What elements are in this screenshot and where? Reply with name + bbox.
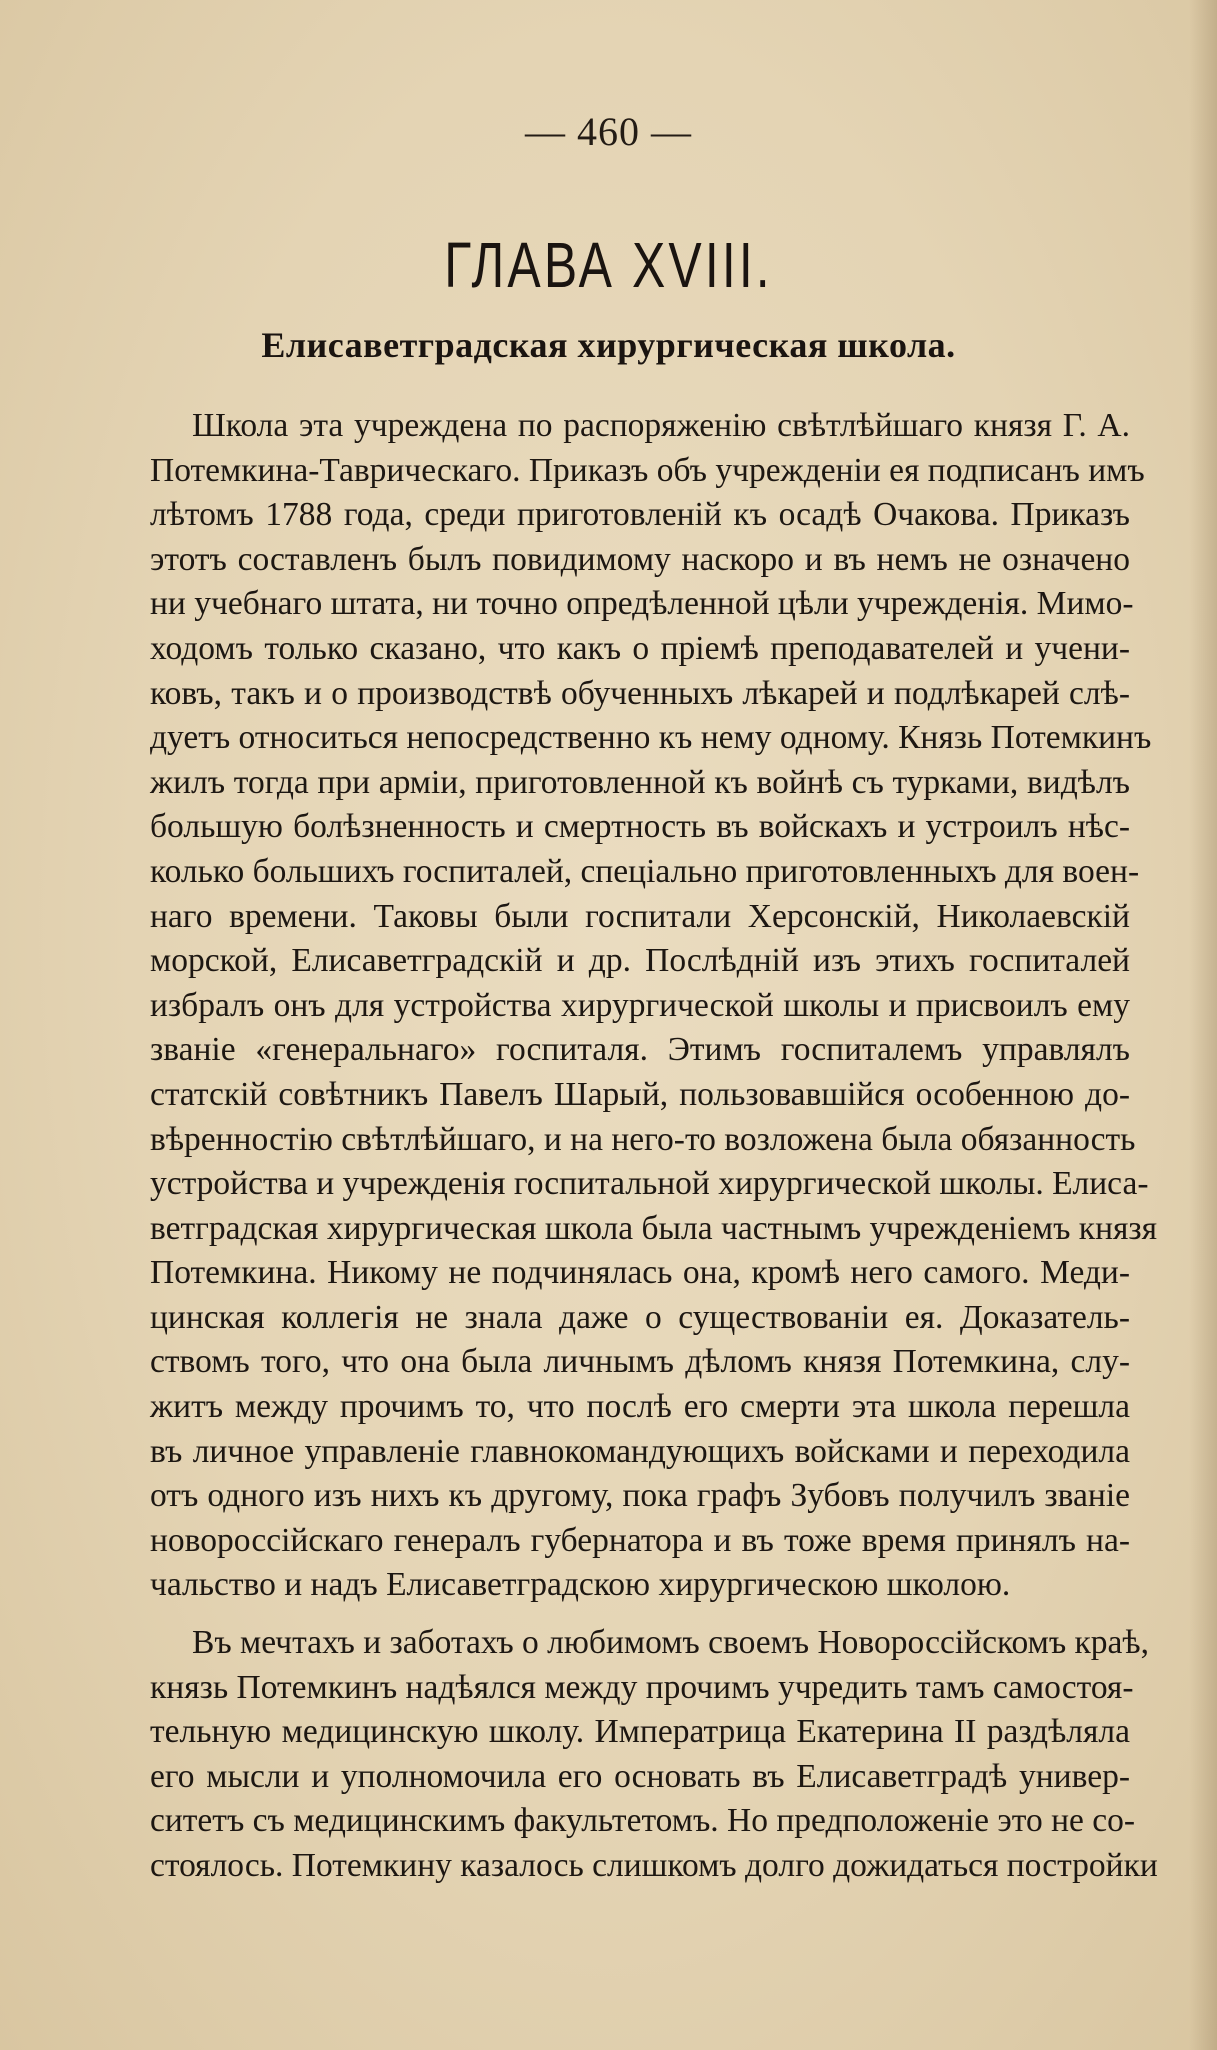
page-number: — 460 — [525, 109, 692, 154]
text-line: ствомъ того, что она была личнымъ дѣломъ князя Потемкина, слу- [150, 1343, 1130, 1381]
text-line: званiе «генеральнаго» госпиталя. Этимъ госпиталемъ управлялъ [150, 1031, 1130, 1069]
text-line: стоялось. Потемкину казалось слишкомъ долго дожидаться постройки [150, 1847, 1158, 1884]
chapter-title: ГЛАВА XVIII. [444, 229, 773, 301]
text-line: дуетъ относиться непосредственно къ нему одному. Князь Потемкинъ [150, 719, 1152, 757]
text-line: Въ мечтахъ и заботахъ о любимомъ своемъ Новороссiйскомъ краѣ, [192, 1624, 1149, 1662]
text-line: лѣтомъ 1788 года, среди приготовленiй къ осадѣ Очакова. Приказъ [150, 496, 1130, 534]
paragraph-1 [150, 404, 1158, 1608]
text-line: морской, Елисаветградскiй и др. Послѣднiй изъ этихъ госпиталей [150, 942, 1130, 980]
body-text [150, 404, 1158, 1889]
text-line: Потемкина-Таврическаго. Приказъ объ учрежденiи ея подписанъ имъ [150, 451, 1145, 489]
text-line: цинская коллегiя не знала даже о существованiи ея. Доказатель- [150, 1298, 1130, 1336]
text-line: Потемкина. Никому не подчинялась она, кромѣ него самого. Меди- [150, 1254, 1130, 1292]
text-line: чальство и надъ Елисаветградскою хирургическою школою. [150, 1566, 1011, 1604]
text-line: ситетъ съ медицинскимъ факультетомъ. Но предположенiе это не со- [150, 1802, 1136, 1840]
text-line: колько большихъ госпиталей, спецiально приготовленныхъ для воен- [150, 852, 1140, 890]
text-line: въ личное управленiе главнокомандующихъ войсками и переходила [150, 1432, 1130, 1470]
text-line: новороссiйскаго генералъ губернатора и въ тоже время принялъ на- [150, 1521, 1130, 1559]
text-line: этотъ составленъ былъ повидимому наскоро и въ немъ не означено [150, 540, 1130, 578]
text-line: князь Потемкинъ надѣялся между прочимъ учредить тамъ самостоя- [150, 1668, 1134, 1706]
text-line: ходомъ только сказано, что какъ о прiемѣ преподавателей и учени- [150, 629, 1130, 667]
chapter-subtitle: Елисаветградская хирургическая школа. [261, 325, 956, 365]
paragraph-2 [150, 1621, 1158, 1889]
text-line: ветградская хирургическая школа была частнымъ учрежденiемъ князя [150, 1209, 1158, 1247]
text-line: устройства и учрежденiя госпитальной хирургической школы. Елиса- [150, 1165, 1149, 1203]
text-line: ковъ, такъ и о производствѣ обученныхъ лѣкарей и подлѣкарей слѣ- [150, 674, 1130, 712]
text-line: Школа эта учреждена по распоряженiю свѣтлѣйшаго князя Г. А. [192, 407, 1130, 444]
text-line: большую болѣзненность и смертность въ войскахъ и устроилъ нѣс- [150, 808, 1130, 846]
text-line: отъ одного изъ нихъ къ другому, пока графъ Зубовъ получилъ званiе [150, 1477, 1130, 1515]
text-line: житъ между прочимъ то, что послѣ его смерти эта школа перешла [150, 1388, 1130, 1426]
text-line: наго времени. Таковы были госпитали Херсонскiй, Николаевскiй [150, 897, 1130, 935]
text-line: тельную медицинскую школу. Императрица Екатерина II раздѣляла [150, 1713, 1130, 1751]
text-line: вѣренностiю свѣтлѣйшаго, и на него-то возложена была обязанность [150, 1120, 1136, 1158]
text-line: ни учебнаго штата, ни точно опредѣленной цѣли учрежденiя. Мимо- [150, 585, 1134, 623]
page-edge-shadow [1189, 0, 1217, 2050]
text-line: жилъ тогда при армiи, приготовленной къ войнѣ съ турками, видѣлъ [150, 763, 1130, 801]
text-line: его мысли и уполномочила его основать въ Елисаветградѣ универ- [150, 1757, 1130, 1795]
text-line: статскiй совѣтникъ Павелъ Шарый, пользовавшiйся особенною до- [150, 1075, 1130, 1113]
text-line: избралъ онъ для устройства хирургической школы и присвоилъ ему [150, 986, 1130, 1024]
